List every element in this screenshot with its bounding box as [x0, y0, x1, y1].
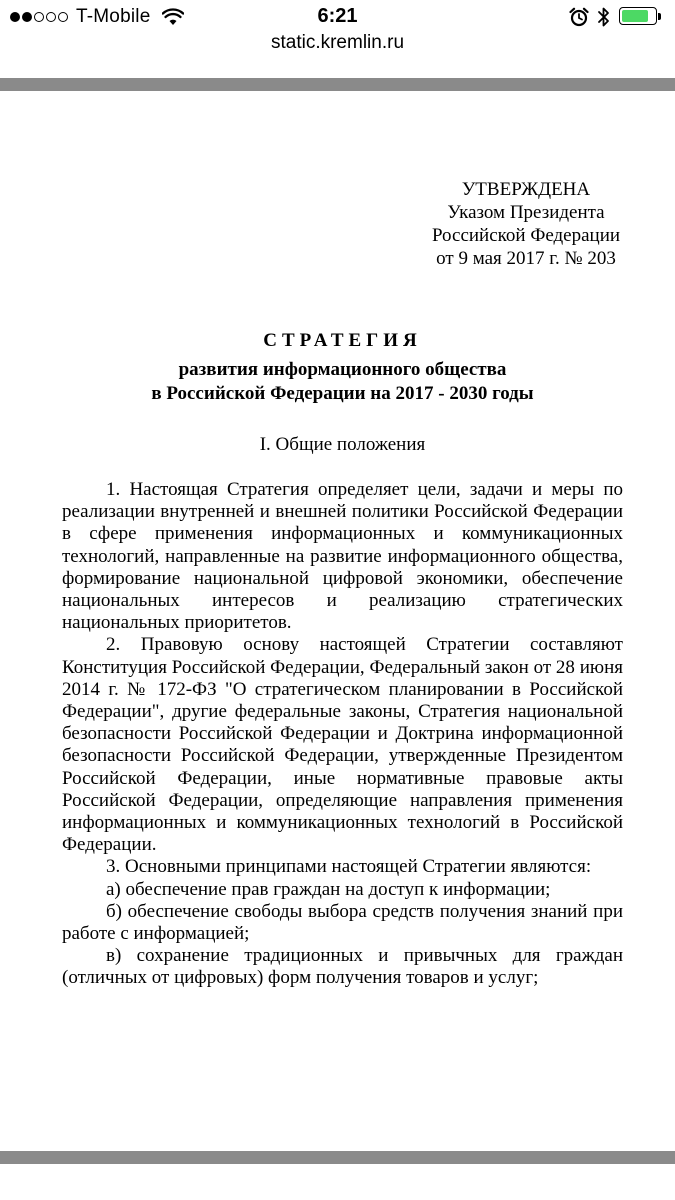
document-title: СТРАТЕГИЯ — [263, 330, 422, 351]
approval-block — [411, 178, 641, 270]
clock: 6:21 — [317, 5, 358, 27]
section-heading: I. Общие положения — [259, 434, 426, 455]
battery-icon — [619, 7, 663, 27]
approval-line: от 9 мая 2017 г. № 203 — [436, 248, 616, 269]
document-subtitle — [62, 358, 623, 406]
paragraph: б) обеспечение свободы выбора средств получения знаний при работе с информацией; — [62, 900, 623, 945]
bluetooth-icon — [597, 6, 611, 28]
battery-fill — [622, 10, 648, 22]
approval-line: УТВЕРЖДЕНА — [461, 179, 591, 200]
status-bar — [0, 0, 675, 53]
alarm-clock-icon — [569, 7, 589, 27]
document-body — [62, 479, 623, 990]
status-right — [569, 5, 663, 29]
battery-tip — [658, 13, 661, 20]
subtitle-line: развития информационного общества — [178, 359, 507, 380]
paragraph: а) обеспечение прав граждан на доступ к информации; — [106, 878, 551, 900]
paragraph: в) сохранение традиционных и привычных для граждан (отличных от цифровых) форм получения товаров и услуг; — [62, 945, 623, 989]
approval-line: Указом Президента — [447, 202, 605, 223]
approval-line: Российской Федерации — [431, 225, 621, 246]
paragraph: 2. Правовую основу настоящей Стратегии составляют Конституция Российской Федерации, Федеральный закон от 28 июня 2014 г. № 172-ФЗ "О стратегическом планировании в Российской Федерации", другие федеральные законы, Стратегия национальной безопасности Российской Федерации и Доктрина информационной безопасности Российской Федерации, утвержденные Президентом Российской Федерации, иные нормативные правовые акты Российской Федерации, определяющие направления применения информационных и коммуникационных технологий в Российской Федерации. — [62, 634, 623, 856]
paragraph: 1. Настоящая Стратегия определяет цели, задачи и меры по реализации внутренней и внешней политики Российской Федерации в сфере применения информационных и коммуникационных технологий, направленные на развитие информационного общества, формирование национальной цифровой экономики, обеспечение национальных интересов и реализацию стратегических национальных приоритетов. — [62, 479, 623, 634]
pdf-page-gap-top — [0, 78, 675, 91]
paragraph: 3. Основными принципами настоящей Стратегии являются: — [106, 856, 592, 878]
subtitle-line: в Российской Федерации на 2017 - 2030 годы — [151, 383, 534, 404]
pdf-page-gap-bottom — [0, 1151, 675, 1164]
carrier-name: T-Mobile — [76, 6, 151, 27]
address-bar-url[interactable]: static.kremlin.ru — [270, 32, 405, 53]
battery-body — [619, 7, 657, 25]
